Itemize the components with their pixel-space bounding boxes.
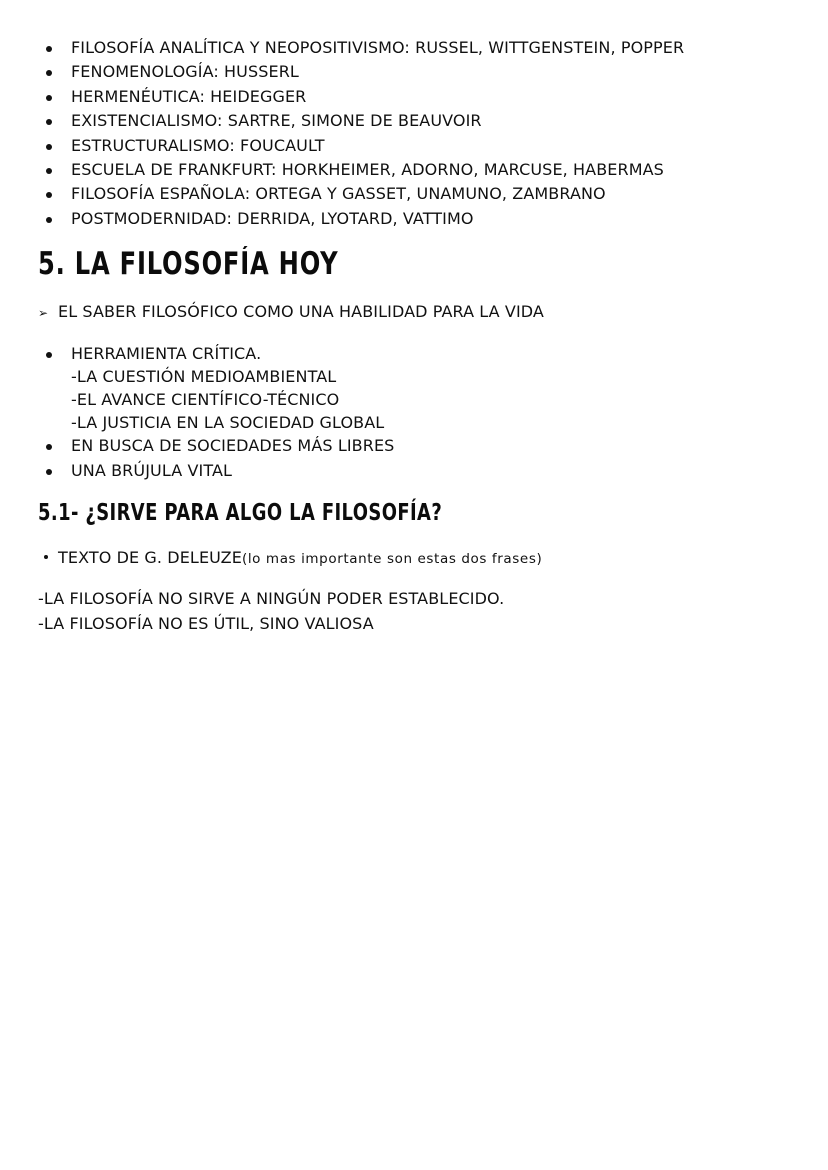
list-item-text: ESCUELA DE FRANKFURT: HORKHEIMER, ADORNO, MARCUSE, HABERMAS (71, 159, 664, 179)
bullet-icon (46, 168, 52, 174)
list-item (46, 109, 684, 133)
list-item-text: UNA BRÚJULA VITAL (71, 460, 233, 480)
list-item (46, 207, 684, 231)
bullet-icon (46, 192, 52, 198)
phrase-line: -LA FILOSOFÍA NO SIRVE A NINGÚN PODER ESTABLECIDO. (38, 589, 505, 608)
list-item (46, 158, 684, 182)
bullet-icon (46, 95, 52, 101)
phrase-line: -LA FILOSOFÍA NO ES ÚTIL, SINO VALIOSA (38, 613, 374, 633)
handwritten-note: (lo mas importante son estas dos frases) (241, 551, 543, 567)
list-item-text: POSTMODERNIDAD: DERRIDA, LYOTARD, VATTIMO (71, 208, 474, 228)
arrow-bullet-icon: ➢ (38, 306, 49, 320)
list-item-text: ESTRUCTURALISMO: FOUCAULT (71, 135, 325, 155)
bullet-icon (46, 144, 52, 150)
section5-list (46, 342, 394, 483)
bullet-icon (46, 46, 52, 52)
bullet-icon (46, 352, 52, 358)
list-item-text: FENOMENOLOGÍA: HUSSERL (71, 62, 299, 82)
subsection-heading: 5.1- ¿SIRVE PARA ALGO LA FILOSOFÍA? (38, 500, 443, 526)
small-bullet-icon (44, 555, 48, 559)
list-item (46, 182, 684, 206)
section-intro (38, 300, 544, 325)
list-item-text: FILOSOFÍA ESPAÑOLA: ORTEGA Y GASSET, UNAMUNO, ZAMBRANO (71, 184, 606, 204)
bullet-icon (46, 70, 52, 76)
list-item (46, 459, 394, 483)
list-item-text: EXISTENCIALISMO: SARTRE, SIMONE DE BEAUVOIR (71, 111, 482, 131)
section-heading: 5. LA FILOSOFÍA HOY (38, 246, 339, 282)
deleuze-text: TEXTO DE G. DELEUZE (58, 548, 242, 567)
bullet-icon (46, 217, 52, 223)
list-item (46, 134, 684, 158)
bullet-icon (46, 444, 52, 450)
sub-item: -LA JUSTICIA EN LA SOCIEDAD GLOBAL (71, 412, 385, 432)
bullet-icon (46, 119, 52, 125)
deleuze-item (44, 546, 542, 571)
list-item-text: FILOSOFÍA ANALÍTICA Y NEOPOSITIVISMO: RUSSEL, WITTGENSTEIN, POPPER (71, 38, 685, 57)
intro-text: EL SABER FILOSÓFICO COMO UNA HABILIDAD PARA LA VIDA (58, 302, 544, 321)
schools-list (46, 36, 684, 231)
sub-item: -EL AVANCE CIENTÍFICO-TÉCNICO (71, 389, 340, 409)
list-item-text: HERMENÉUTICA: HEIDEGGER (71, 86, 307, 106)
key-phrases (38, 587, 504, 636)
list-item-text: HERRAMIENTA CRÍTICA. (71, 344, 262, 363)
list-item (46, 434, 394, 458)
list-item (46, 36, 684, 60)
list-item (46, 85, 684, 109)
list-item (46, 60, 684, 84)
bullet-icon (46, 469, 52, 475)
sub-item: -LA CUESTIÓN MEDIOAMBIENTAL (71, 367, 337, 387)
list-item (46, 342, 394, 366)
list-item-text: EN BUSCA DE SOCIEDADES MÁS LIBRES (71, 436, 395, 456)
